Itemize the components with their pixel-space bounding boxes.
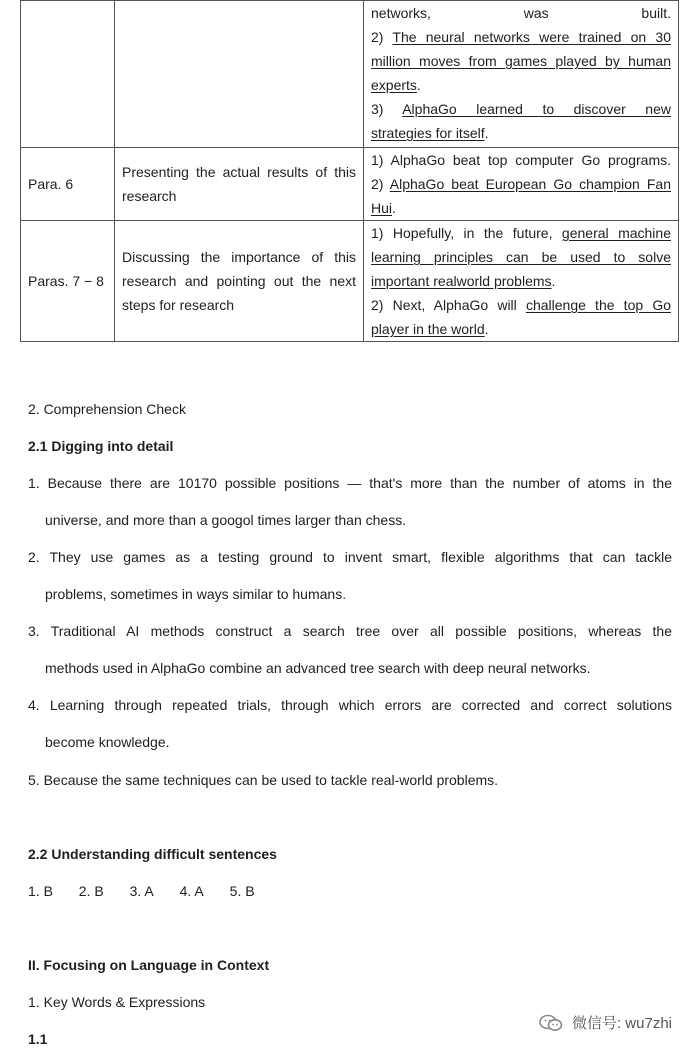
detail-line <box>371 97 671 121</box>
subsection-number: 1.1 <box>28 1031 48 1047</box>
text: 1) Hopefully, in the future, <box>371 225 562 241</box>
detail-line <box>371 49 671 73</box>
underlined-text: general machine <box>561 225 671 241</box>
key-words-heading: 1. Key Words & Expressions <box>28 994 206 1010</box>
answer: 5. B <box>229 883 255 899</box>
difficult-sentences-heading: 2.2 Understanding difficult sentences <box>28 846 277 862</box>
item-line-1: 2. They use games as a testing ground to invent smart, flexible algorithms that can tackle <box>28 549 672 565</box>
item-line-2: universe, and more than a googol times larger than chess. <box>45 512 407 528</box>
detail-cell <box>364 1 679 148</box>
underlined-text: strategies for itself <box>371 125 485 141</box>
detail-line <box>371 221 671 245</box>
answer: 1. B <box>28 883 53 899</box>
answer: 4. A <box>179 883 204 899</box>
detail-line <box>371 269 671 293</box>
item-line-2: methods used in AlphaGo combine an advanced tree search with deep neural networks. <box>45 660 591 676</box>
text: . <box>392 200 396 216</box>
underlined-text: Hui <box>371 200 393 216</box>
table-row <box>21 221 679 342</box>
underlined-text: AlphaGo beat European Go champion Fan <box>389 176 671 192</box>
section-heading: II. Focusing on Language in Context <box>28 957 270 973</box>
para-cell: Para. 6 <box>21 148 115 221</box>
detail-cell <box>364 148 679 221</box>
item-line-2: become knowledge. <box>45 734 170 750</box>
detail-line <box>371 121 671 145</box>
purpose-cell <box>115 1 364 148</box>
para-cell <box>21 1 115 148</box>
purpose-cell: Presenting the actual results of this research <box>115 148 364 221</box>
underlined-text: The neural networks were trained on 30 <box>392 29 671 45</box>
underlined-text: AlphaGo learned to discover new <box>402 101 671 117</box>
item-line-1: 5. Because the same techniques can be used to tackle real-world problems. <box>28 772 499 788</box>
list-item <box>28 762 672 799</box>
answer: 3. A <box>129 883 154 899</box>
underlined-text: important realworld problems <box>371 273 552 289</box>
list-item <box>28 613 672 687</box>
text: 2) <box>371 29 393 45</box>
text: 2) Next, AlphaGo will <box>371 297 526 313</box>
comprehension-heading: 2. Comprehension Check <box>28 401 186 417</box>
item-line-1: 1. Because there are 10170 possible positions — that's more than the number of atoms in the <box>28 475 672 491</box>
underlined-text: experts <box>371 77 417 93</box>
answer: 2. B <box>78 883 104 899</box>
table-row <box>21 1 679 148</box>
text: 3) <box>371 101 403 117</box>
detail-line <box>371 245 671 269</box>
answer-list <box>28 883 277 899</box>
text: networks, was built. <box>371 5 671 21</box>
detail-line <box>371 317 671 341</box>
detail-line <box>371 293 671 317</box>
detail-line <box>371 148 671 172</box>
detail-line <box>371 73 671 97</box>
item-line-1: 4. Learning through repeated trials, through which errors are corrected and correct solutions <box>28 697 672 713</box>
wechat-icon <box>538 1013 564 1033</box>
text: . <box>484 321 489 337</box>
outline-table <box>20 0 679 342</box>
underlined-text: learning principles can be used to solve <box>371 249 671 265</box>
detail-line <box>371 25 671 49</box>
digging-detail-heading: 2.1 Digging into detail <box>28 438 174 454</box>
underlined-text: player in the world <box>371 321 485 337</box>
para-cell: Paras. 7 − 8 <box>21 221 115 342</box>
text: 1) AlphaGo beat top computer Go programs. <box>371 152 671 168</box>
purpose-cell: Discussing the importance of this research and pointing out the next steps for research <box>115 221 364 342</box>
text: . <box>484 125 489 141</box>
table-row <box>21 148 679 221</box>
detail-line <box>371 1 671 25</box>
underlined-text: challenge the top Go <box>525 297 671 313</box>
watermark-text: 微信号: wu7zhi <box>571 1015 672 1032</box>
detail-line <box>371 196 671 220</box>
detail-cell <box>364 221 679 342</box>
underlined-text: million moves from games played by human <box>371 53 671 69</box>
item-line-2: problems, sometimes in ways similar to humans. <box>45 586 347 602</box>
text: . <box>416 77 421 93</box>
detail-line <box>371 172 671 196</box>
item-line-1: 3. Traditional AI methods construct a search tree over all possible positions, whereas the <box>28 623 672 639</box>
text: . <box>551 273 556 289</box>
watermark <box>538 1012 672 1033</box>
list-item <box>28 465 672 539</box>
list-item <box>28 539 672 613</box>
list-item <box>28 687 672 761</box>
text: 2) <box>371 176 390 192</box>
